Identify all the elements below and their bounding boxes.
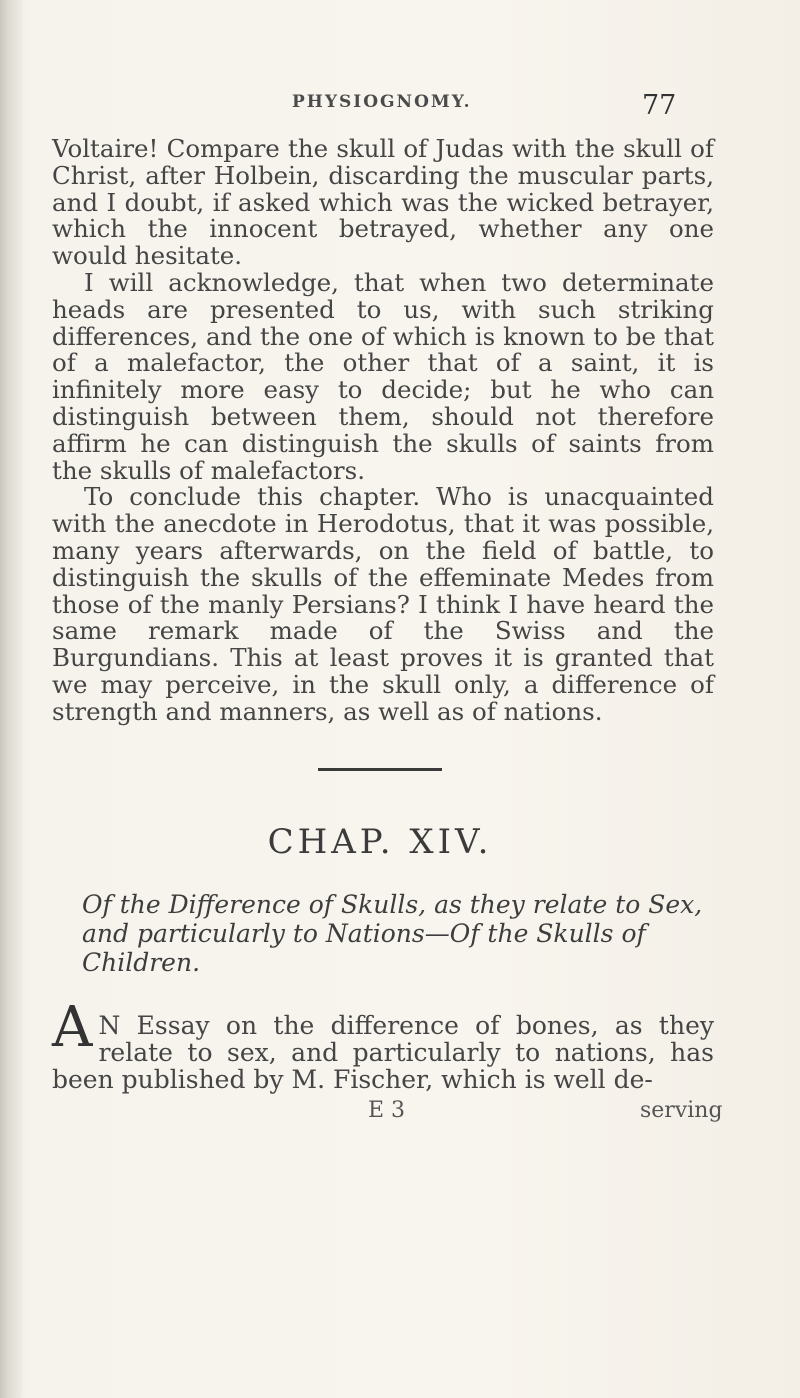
drop-cap: A xyxy=(52,995,93,1060)
chapter-subtitle: Of the Difference of Skulls, as they relate to Sex, and particularly to Nations—Of the Skulls of Children. xyxy=(82,890,703,977)
running-head: PHYSIOGNOMY. xyxy=(292,92,472,112)
page-number: 77 xyxy=(642,90,677,121)
chapter-opening xyxy=(52,995,714,1094)
catchword: serving xyxy=(640,1098,723,1123)
page-header xyxy=(0,90,800,130)
chapter-heading: CHAP. XIV. xyxy=(267,822,493,862)
paragraph: Voltaire! Compare the skull of Judas with the skull of Christ, after Holbein, discarding the muscular parts, and I doubt, if asked which was the wicked betrayer, which the innocent betrayed, whether any one would hesitate. xyxy=(52,134,714,271)
chapter-opening-text: N Essay on the difference of bones, as they relate to sex, and particularly to nations, has been published by M. Fischer, which is well de- xyxy=(52,1011,714,1094)
page-gutter xyxy=(0,0,22,1398)
paragraph: I will acknowledge, that when two determinate heads are presented to us, with such striking differences, and the one of which is known to be that of a malefactor, the other that of a saint, it is infinitely more easy to decide; but he who can distinguish between them, should not therefore affirm he can distinguish the skulls of saints from the skulls of malefactors. xyxy=(52,267,714,485)
body-text xyxy=(52,136,714,726)
signature-mark: E 3 xyxy=(368,1098,406,1123)
paragraph: To conclude this chapter. Who is unacquainted with the anecdote in Herodotus, that it was possible, many years afterwards, on the field of battle, to distinguish the skulls of the effeminate Medes from those of the manly Persians? I think I have heard the same remark made of the Swiss and the Burgundians. This at least proves it is granted that we may perceive, in the skull only, a difference of strength and manners, as well as of nations. xyxy=(52,482,714,726)
section-divider xyxy=(318,768,442,771)
